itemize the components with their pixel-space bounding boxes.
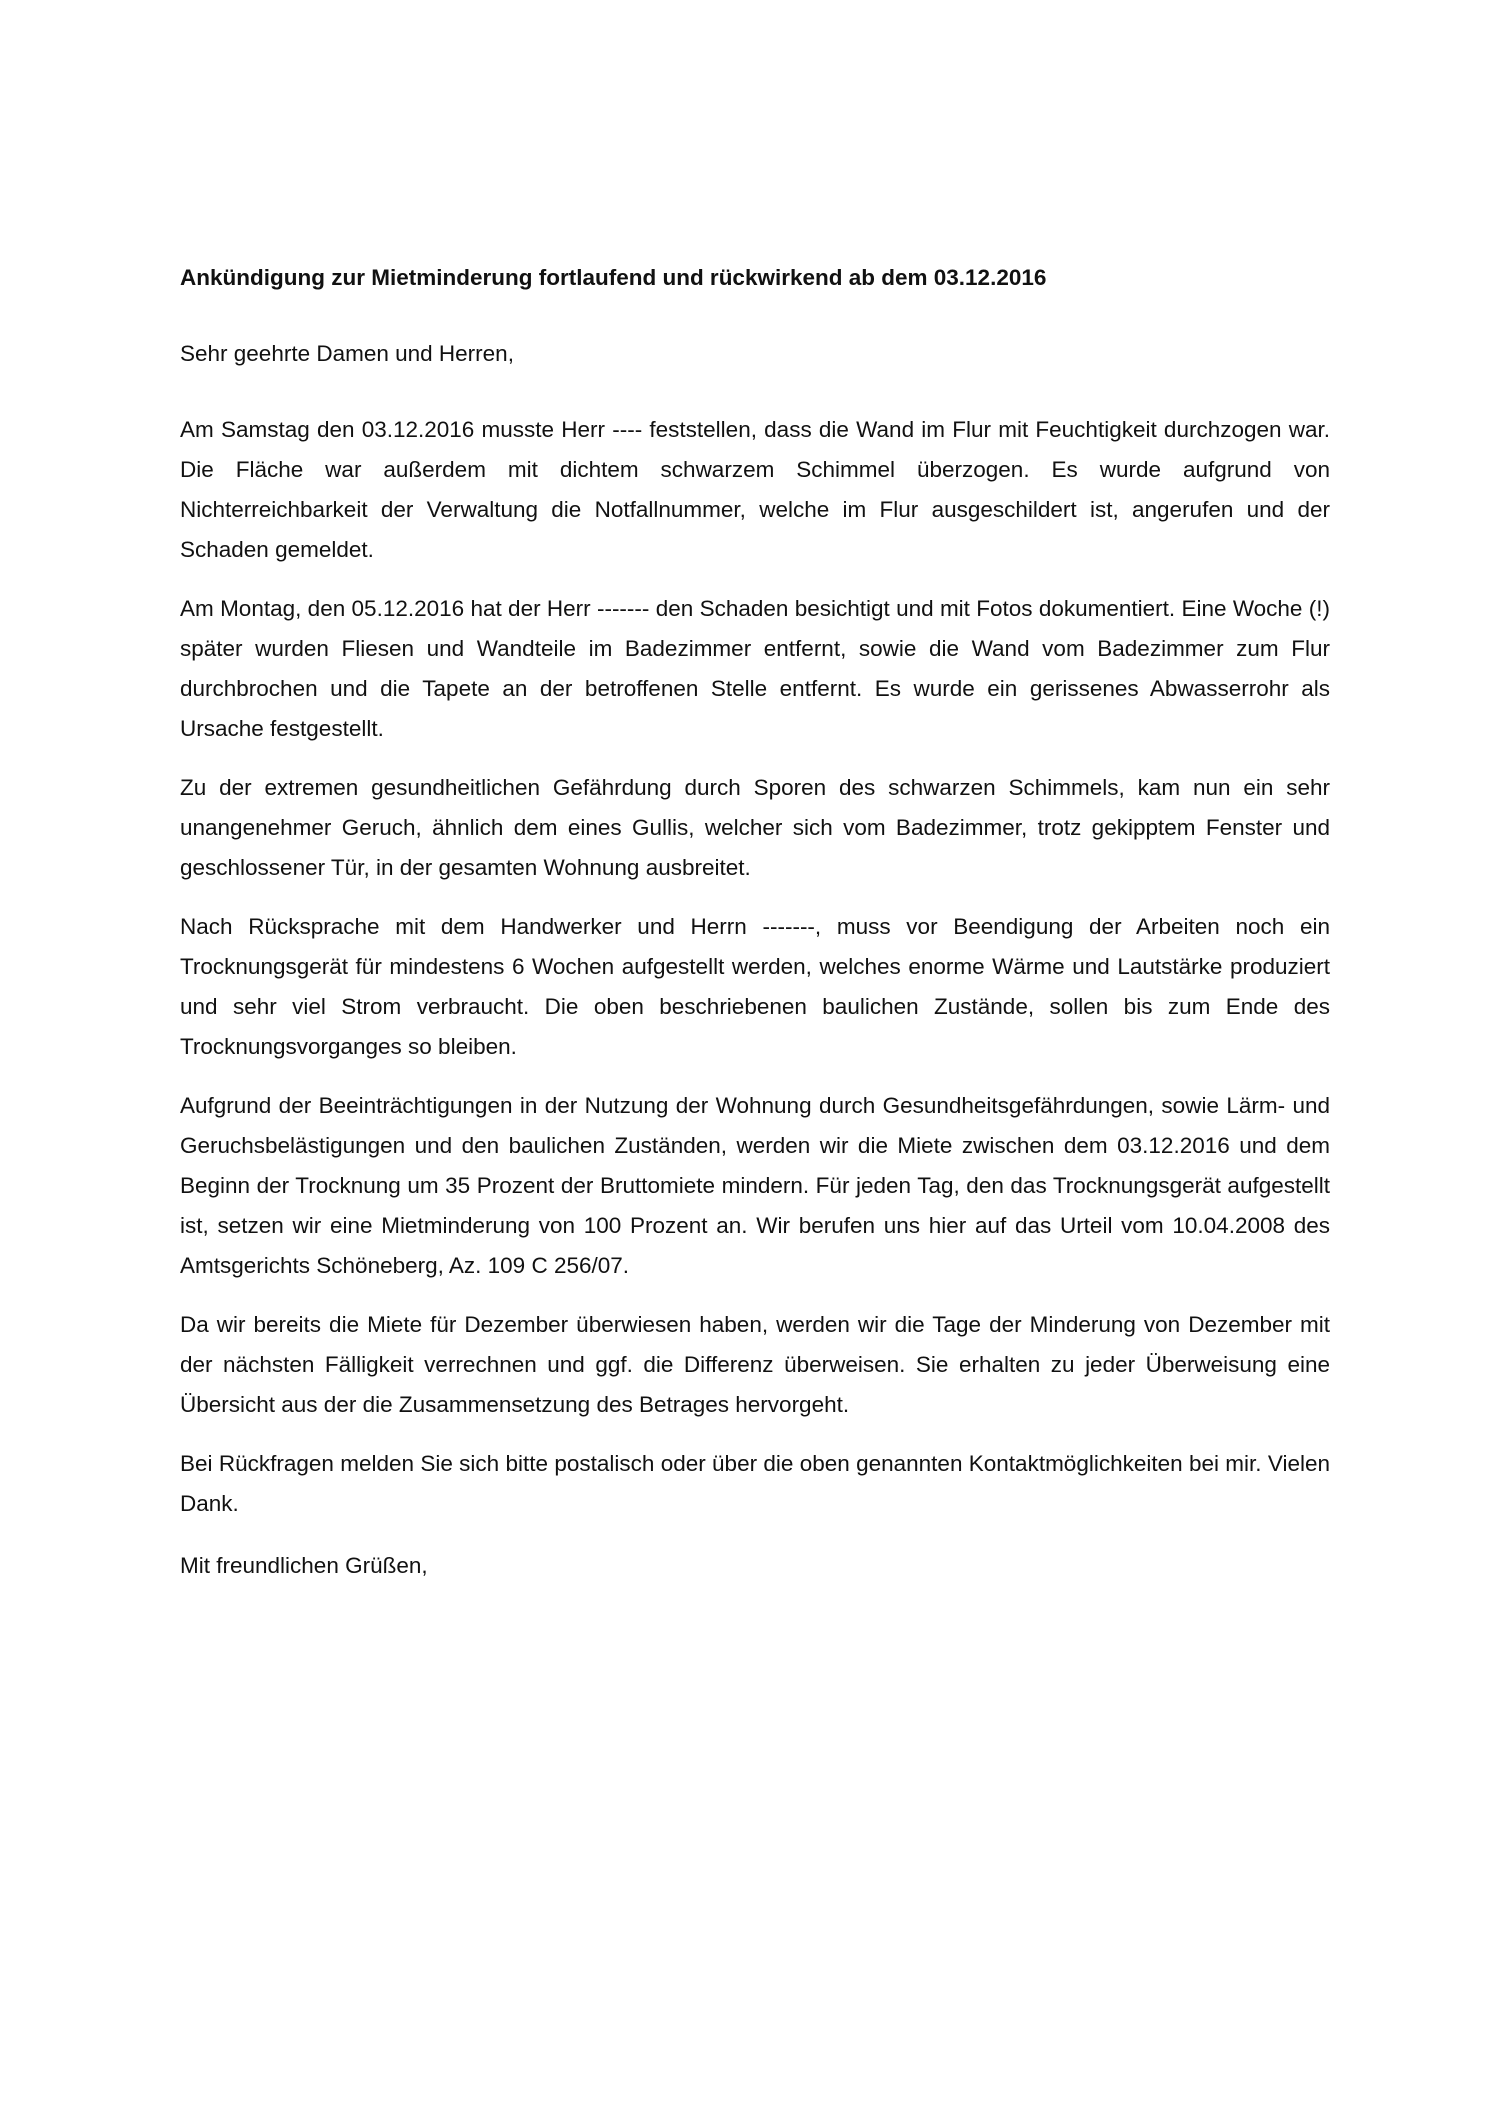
paragraph-damage-report: Am Samstag den 03.12.2016 musste Herr ---- feststellen, dass die Wand im Flur mit Feuchtigkeit durchzogen war. Die Fläche war außerdem mit dichtem schwarzem Schimmel überzogen. Es wurde aufgrund von Nichterreichbarkeit der Verwaltung die Notfallnummer, welche im Flur ausgeschildert ist, angerufen und der Schaden gemeldet.: [180, 417, 1330, 562]
letter-page: [180, 258, 1330, 1586]
paragraph-rent-reduction: Aufgrund der Beeinträchtigungen in der Nutzung der Wohnung durch Gesundheitsgefährdungen, sowie Lärm- und Geruchsbelästigungen und den baulichen Zuständen, werden wir die Miete zwischen dem 03.12.2016 und dem Beginn der Trocknung um 35 Prozent der Bruttomiete mindern. Für jeden Tag, den das Trocknungsgerät aufgestellt ist, setzen wir eine Mietminderung von 100 Prozent an. Wir berufen uns hier auf das Urteil vom 10.04.2008 des Amtsgerichts Schöneberg, Az. 109 C 256/07.: [180, 1093, 1330, 1278]
letter-closing: Mit freundlichen Grüßen,: [180, 1553, 428, 1578]
letter-salutation: Sehr geehrte Damen und Herren,: [180, 341, 514, 366]
paragraph-health-hazard: Zu der extremen gesundheitlichen Gefährdung durch Sporen des schwarzen Schimmels, kam nun ein sehr unangenehmer Geruch, ähnlich dem eines Gullis, welcher sich vom Badezimmer, trotz gekipptem Fenster und geschlossener Tür, in der gesamten Wohnung ausbreitet.: [180, 775, 1330, 880]
paragraph-contact: Bei Rückfragen melden Sie sich bitte postalisch oder über die oben genannten Kontaktmöglichkeiten bei mir. Vielen Dank.: [180, 1451, 1330, 1516]
paragraph-settlement: Da wir bereits die Miete für Dezember überwiesen haben, werden wir die Tage der Minderung von Dezember mit der nächsten Fälligkeit verrechnen und ggf. die Differenz überweisen. Sie erhalten zu jeder Überweisung eine Übersicht aus der die Zusammensetzung des Betrages hervorgeht.: [180, 1312, 1330, 1417]
letter-title: Ankündigung zur Mietminderung fortlaufend und rückwirkend ab dem 03.12.2016: [180, 265, 1047, 290]
paragraph-inspection: Am Montag, den 05.12.2016 hat der Herr ------- den Schaden besichtigt und mit Fotos dokumentiert. Eine Woche (!) später wurden Fliesen und Wandteile im Badezimmer entfernt, sowie die Wand vom Badezimmer zum Flur durchbrochen und die Tapete an der betroffenen Stelle entfernt. Es wurde ein gerissenes Abwasserrohr als Ursache festgestellt.: [180, 596, 1330, 741]
paragraph-drying-device: Nach Rücksprache mit dem Handwerker und Herrn -------, muss vor Beendigung der Arbeiten noch ein Trocknungsgerät für mindestens 6 Wochen aufgestellt werden, welches enorme Wärme und Lautstärke produziert und sehr viel Strom verbraucht. Die oben beschriebenen baulichen Zustände, sollen bis zum Ende des Trocknungsvorganges so bleiben.: [180, 914, 1330, 1059]
